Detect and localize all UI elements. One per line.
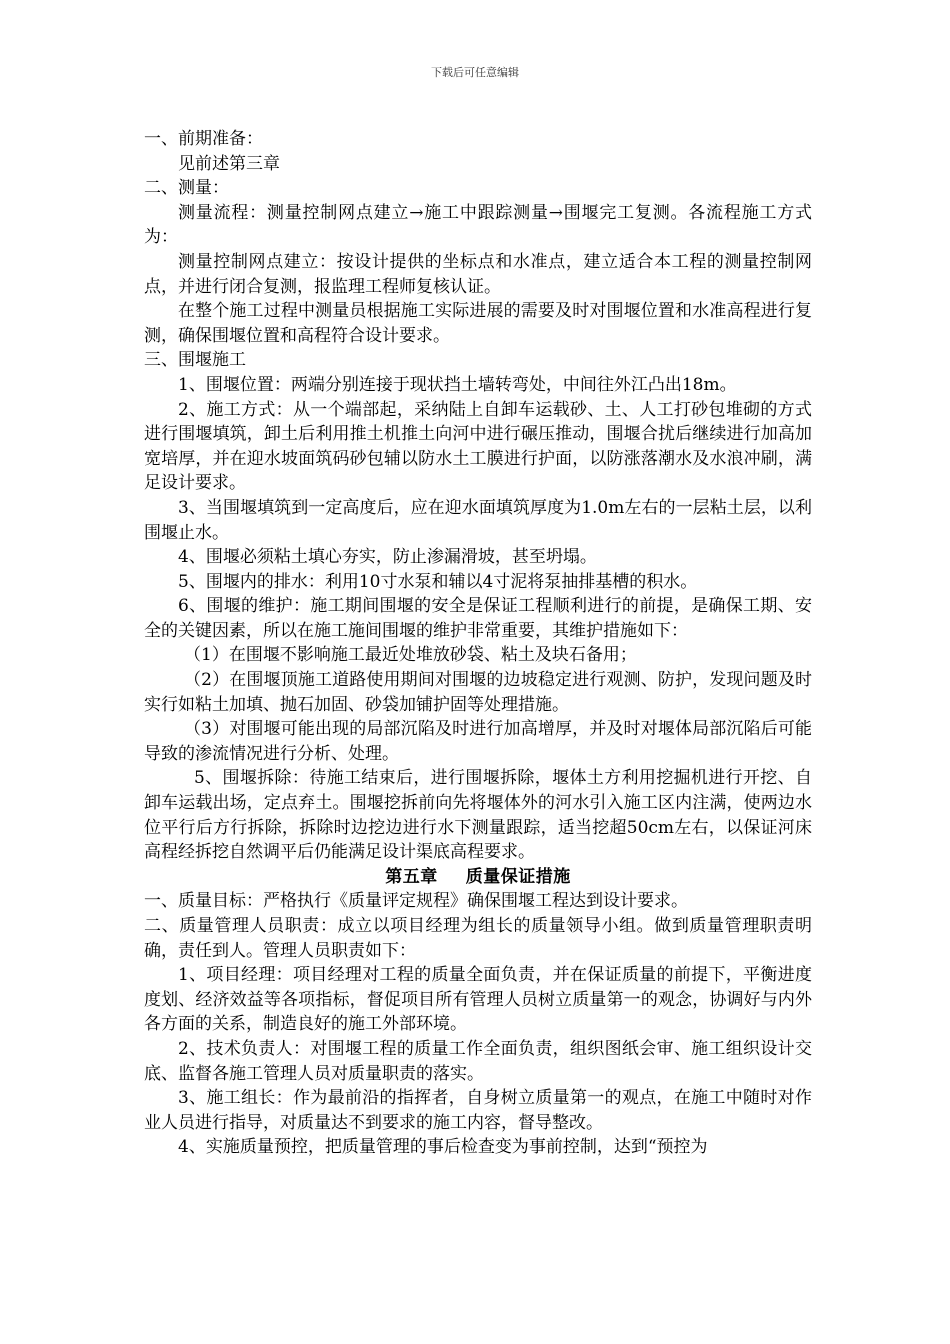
page-header-note: 下载后可任意编辑 (431, 66, 519, 79)
paragraph: 3、当围堰填筑到一定高度后，应在迎水面填筑厚度为1.0m左右的一层粘土层，以利围堰止水。 (144, 497, 812, 543)
paragraph: 5、围堰拆除：待施工结束后，进行围堰拆除，堰体土方利用挖掘机进行开挖、自卸车运载出场，定点弃土。围堰挖拆前向先将堰体外的河水引入施工区内注满，使两边水位平行后方行拆除，拆除时边挖边进行水下测量跟踪，适当挖超50cm左右，以保证河床高程经拆挖自然调平后仍能满足设计渠底高程要求。 (144, 768, 812, 863)
paragraph: 5、围堰内的排水：利用10寸水泵和辅以4寸泥将泵抽排基槽的积水。 (178, 571, 698, 592)
paragraph: 4、围堰必须粘土填心夯实，防止渗漏滑坡，甚至坍塌。 (178, 547, 597, 568)
paragraph: 4、实施质量预控，把质量管理的事后检查变为事前控制，达到“预控为 (178, 1137, 708, 1158)
document-body (144, 127, 812, 1160)
paragraph: 6、围堰的维护：施工期间围堰的安全是保证工程顺利进行的前提，是确保工期、安全的关键因素，所以在施工施间围堰的维护非常重要，其维护措施如下： (144, 596, 812, 641)
paragraph: 2、技术负责人：对围堰工程的质量工作全面负责，组织图纸会审、施工组织设计交底、监督各施工管理人员对质量职责的落实。 (144, 1038, 812, 1084)
list-item: （1）在围堰不影响施工最近处堆放砂袋、粘土及块石备用； (184, 645, 637, 666)
paragraph: 一、质量目标：严格执行《质量评定规程》确保围堰工程达到设计要求。 (144, 891, 688, 912)
list-item: （3）对围堰可能出现的局部沉陷及时进行加高增厚，并及时对堰体局部沉陷后可能导致的渗流情况进行分析、处理。 (144, 719, 812, 764)
paragraph: 1、项目经理：项目经理对工程的质量全面负责，并在保证质量的前提下，平衡进度度划、经济效益等各项指标，督促项目所有管理人员树立质量第一的观念，协调好与内外各方面的关系，制造良好的施工外部环境。 (144, 965, 812, 1035)
section-heading: 三、围堰施工 (144, 350, 246, 371)
paragraph: 2、施工方式：从一个端部起，采纳陆上自卸车运载砂、土、人工打砂包堆砌的方式进行围堰填筑，卸土后利用推土机推土向河中进行碾压推动，围堰合扰后继续进行加高加宽培厚，并在迎水坡面筑码砂包辅以防水土工膜进行护面，以防涨落潮水及水浪冲刷，满足设计要求。 (144, 399, 812, 494)
section-heading: 一、前期准备： (144, 129, 263, 149)
paragraph: 3、施工组长：作为最前沿的指挥者，自身树立质量第一的观点，在施工中随时对作业人员进行指导，对质量达不到要求的施工内容，督导整改。 (144, 1088, 812, 1133)
chapter-number: 第五章 (385, 866, 438, 887)
paragraph: 二、质量管理人员职责：成立以项目经理为组长的质量领导小组。做到质量管理职责明确，责任到人。管理人员职责如下： (144, 916, 812, 961)
paragraph: 在整个施工过程中测量员根据施工实际进展的需要及时对围堰位置和水准高程进行复测，确保围堰位置和高程符合设计要求。 (144, 301, 812, 346)
section-heading: 二、测量： (144, 178, 229, 199)
chapter-name: 质量保证措施 (465, 866, 571, 887)
paragraph: 测量控制网点建立：按设计提供的坐标点和水准点，建立适合本工程的测量控制网点，并进行闭合复测，报监理工程师复核认证。 (144, 251, 812, 297)
list-item: （2）在围堰顶施工道路使用期间对围堰的边坡稳定进行观测、防护，发现问题及时实行如粘土加填、抛石加固、砂袋加铺护固等处理措施。 (144, 670, 812, 715)
paragraph: 测量流程：测量控制网点建立→施工中跟踪测量→围堰完工复测。各流程施工方式为： (144, 202, 812, 248)
paragraph: 1、围堰位置：两端分别连接于现状挡土墙转弯处，中间往外江凸出18m。 (178, 374, 737, 395)
paragraph: 见前述第三章 (178, 153, 280, 174)
chapter-title (144, 865, 812, 890)
